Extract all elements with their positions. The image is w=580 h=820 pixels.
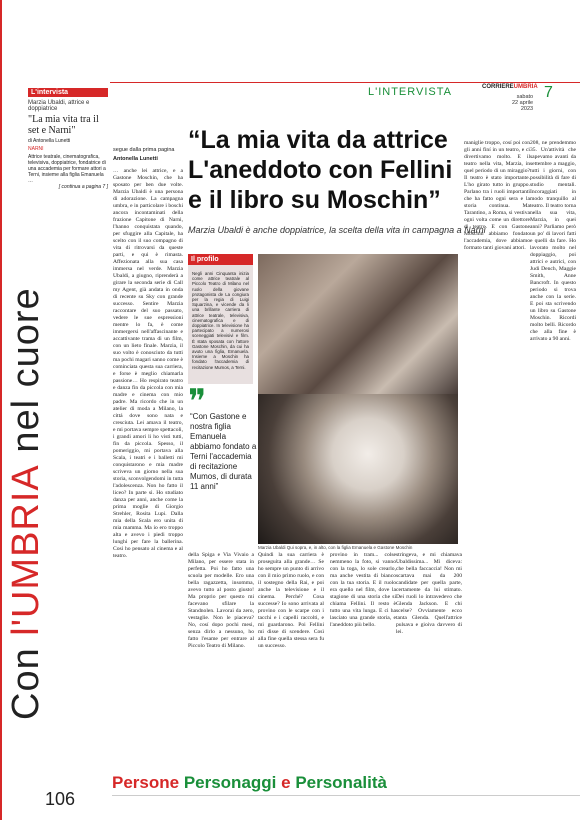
page-number-bottom: 106 (20, 784, 100, 814)
issue-date (512, 94, 533, 112)
headline-line-2: L'aneddoto con Fellini (188, 156, 453, 184)
article-column-7: 208, ne prendemmo 35. Un'attività che sapevamo avanti da settembre a maggio, tutti i giorni, con possibilità di fare di studio mentali. Incoraggiati in modo tranquillo al teatro. Il teatro torna nella sua vita, Marzia, in quei anni? Parliamo però un po' di lavori fatti e quelli da fare. Ho lavorato molto nel doppiaggio, poi attrici e autrici, con Judi Dench, Maggie Smith, Anne Bancroft. In questo periodo si trova anche con la serie. E poi sta scrivendo un libro su Gastone Moschin. Ricordi molto belli. Ricordo che alla fine è arrivato a 90 anni. (530, 140, 576, 342)
article-column-1: … anche lei attrice, e a Gastone Moschin, che ha sposato per ben due volte. Marzia Ubaldi è una persona di adorazione. La campagna umbra, e in particolare i boschi ancora incontaminati della frazione Capitone di Narni, l'hanno conquistata quando, per sfuggire alla Capitale, ha scelto con il suo compagno di vita di ritrovarsi da queste parti, e qui è rimasta. Affezionata alla sua casa immersa nel verde. Marzia Ubaldi, a giugno, riprenderà a girare la seconda serie di Call my Agent, già andata in onda di recente su Sky con grande successo. Sentire Marzia raccontare del suo passato, vedere le sue espressioni mentre lo fa, è come immergersi nell'affascinante e accattivante trama di un film, con un lieto finale. Marzia, il suo volto è conosciuto da tutti ma pochi magari sanno come è cominciata questa sua carriera, e forse è meglio chiamarla passione… Ho respirato teatro e danza fin da piccola con mia madre e cinema con mio padre. Ma ricordo che in un atelier di moda a Milano, la cittá dove sono nata e cresciuta. Lei amava il teatro, e mi portava sempre spettacoli, i grandi amori li ho visti tutti, fin da piccola. Spesso, il pomeriggio, mi portava alla Scala, i teatri e i balletti mi conquistarono e mia madre scriveva un giorno nella sua storia, sconvolgendomi in tutta l'adolescenza. Non ho fatto il liceo? In parte sì. Ho studiato danza per anni, anche come la prima moglie di Giorgio Strehler, Rosita Lupi. Dalla mia della Scala ero unita di mia mamma. Ma io ero troppo alta e avevo i piedi troppo lunghi per fare la ballerina. Così ho pensato al cinema e al teatro. (113, 168, 183, 559)
article-column-4: provino in tram... colse nemmeno la foto, si vanno con la toga, lo sole crearlo, ma anche vestita di bianco con la tua storia. E il ruolo era quello nel film, dove la stagione di una storia che si chiama Fellini. Il resto è tutto una vita lunga. E ci ha lasciato una grande storia, e l'aneddoto più bello. (330, 552, 396, 628)
side-banner-text (6, 287, 46, 720)
footer-rule (112, 795, 580, 796)
profile-title: Il profilo (188, 254, 253, 265)
header-rule (110, 82, 580, 83)
teaser-author: Marzia Ubaldi, attrice e doppiatrice (28, 100, 90, 112)
article-column-3: Quindi la sua carriera è proseguita alla grande… Se ho sempre un punto di arrivo con il mio primo ruolo, e con il sostegno della Rai, e poi anche la televisione e il cinema. Perché? Cosa successe? Io sono arrivata al provino con le scarpe con i tacchi e i capelli raccolti, e mi guardarono. Poi Fellini mi disse di scendere. Così alla fine quella stessa sera fu un successo. (258, 552, 324, 649)
page-number-top: 7 (544, 84, 553, 101)
teaser-body: Attrice teatrale, cinematografica, televisiva, doppiatrice, fondatrice di una accademia per formare attori a Terni, insieme alla figlia Emanuela … (28, 154, 106, 184)
issue-date-text: 22 aprile (512, 100, 534, 106)
footer-word-3: e (276, 773, 296, 792)
teaser-continue-link[interactable]: [ continua a pagina 7 ] (58, 184, 108, 190)
pull-quote: “Con Gastone e nostra figlia Emanuela abbiamo fondato a Terni l'accademia di recitazione Mumos, di durata 11 anni” (190, 412, 257, 491)
issue-year: 2023 (520, 106, 534, 112)
article-column-5: stringeva, e mi chiamava Ubaldissima... Mi diceva: che bella faccaccia! Non mi scartava mai da 200 candidate per quella parte, certamente da lui stimato. Dei ruoli lo intravedevo che Glenda Jackson. E chi scelse? Ovviamente ecco tanta Glenda. Quell'attrice pulsava e gioiva davvero di lei. (396, 552, 462, 635)
headline-line-3: e il libro su Moschin” (188, 186, 441, 214)
headline-line-1: “La mia vita da attrice (188, 126, 448, 154)
photo-portrait[interactable] (258, 394, 458, 544)
photo-caption: Marzia Ubaldi Qui sopra, e, in alto, con la figlia Emanuela e Gastone Moschin (258, 545, 413, 550)
deck: Marzia Ubaldi è anche doppiatrice, la scelta della vita in campagna a Narni (188, 225, 486, 235)
logo-part-a: CORRIERE (482, 84, 514, 90)
teaser-section: NARNI (28, 146, 44, 152)
teaser-kicker: L'intervista (28, 88, 108, 97)
footer-word-4: Personalità (295, 773, 387, 792)
footer-word-1: Persone (112, 773, 184, 792)
teaser-title: "La mia vita tra il set e Narni" (28, 114, 99, 136)
segue-label: segue dalla prima pagina (113, 147, 175, 153)
article-column-6: maniglie troppo, cosí poi con gli anni finí in un teatro, e ci divertivamo molto. E il teatro nella vita, Marzia, in quel periodo di un miraggio? Il teatro è stato importante. L'ho girato tutto in gruppo. Parlano tra i ruoli importanti che ha fatto ogni sera e la storia continua. Ma Tarantino, a Roma, si vestiva ogni volta come un direttore di teatro. E con Gastone Moschin abbiamo fondato l'accademia, dove abbiamo formato tanti giovani attori. (464, 140, 530, 251)
headline (188, 125, 488, 215)
segue-byline: Antonella Lunetti (113, 156, 158, 162)
issue-day: sabato (516, 94, 534, 100)
section-tag: L'INTERVISTA (368, 86, 452, 98)
logo-part-b: UMBRIA (513, 84, 538, 90)
photo-family[interactable] (258, 254, 458, 399)
footer-tagline (112, 773, 387, 793)
profile-body: Negli anni Cinquanta inizia come attrice teatrale al Piccolo Teatro di Milano nel ruolo della giovane protagonista de La congiura per la regia di Luigi Squarzina, e vicende da li una brillante carriera di attrice teatrale, televisiva, cinematografica e di doppiatrice. In televisione ha partecipato a numerosi sceneggiati televisivi e film. È stata sposata con l'attore Gastone Moschin, da cui ha avuto una figlia, Emanuela. Insieme a Moschin ha fondato l'accademia di recitazione Mumos, a Terni. (192, 271, 249, 370)
teaser-byline: di Antonella Lunetti (28, 138, 71, 144)
footer-word-2: Personaggi (183, 773, 277, 792)
quote-mark-icon: ❞ (188, 384, 207, 421)
teaser-box[interactable] (28, 88, 108, 198)
profile-box (188, 254, 253, 384)
newspaper-logo (482, 84, 538, 90)
article-column-2: della Spiga e Via Vivaio a Milano, per essere stata in perfetta. Poi ho fatto una scuola per modelle. Ero una bella ragazzetta, insomma, avevo tutto al posto giusto! Ma proprio per questo mi facevano sfilare la Standnolen. Lavorai da zero, vestaglie. Non le piaceva? No, cosí dopo pochi mesi, senza dirlo a nessuno, ho fatto l'esame per entrare al Piccolo Teatro di Milano. (188, 552, 254, 649)
side-banner-prefix: Con (5, 635, 47, 720)
side-banner-suffix: nel cuore (5, 287, 47, 465)
side-banner-highlight: l'UMBRIA (5, 464, 47, 636)
